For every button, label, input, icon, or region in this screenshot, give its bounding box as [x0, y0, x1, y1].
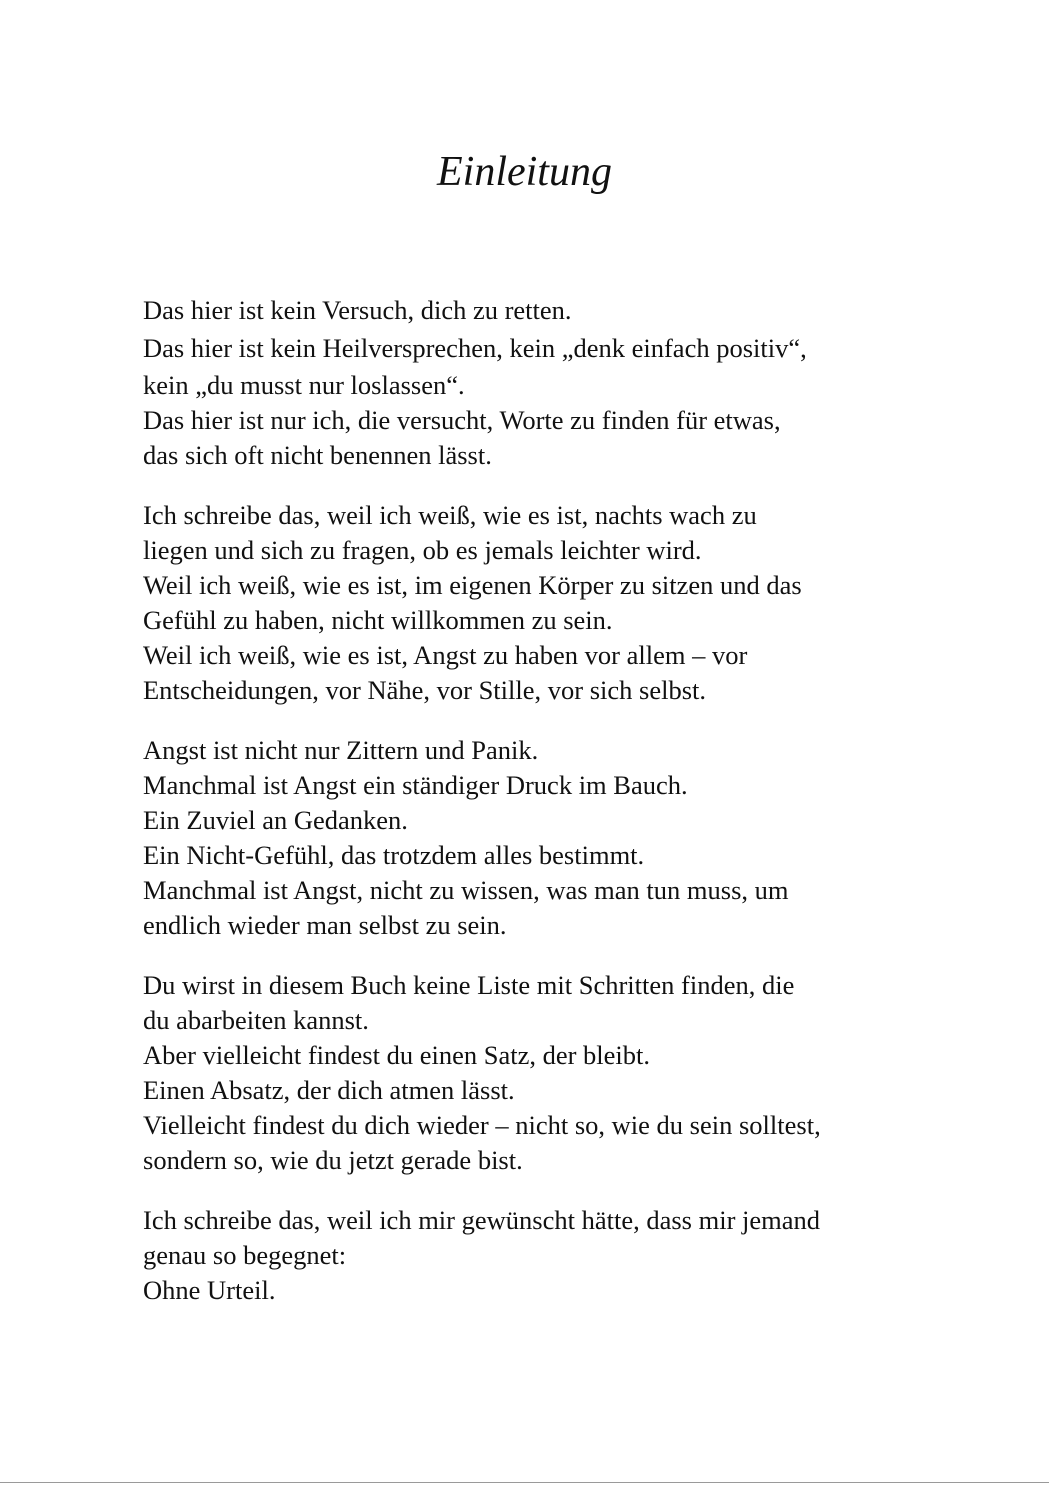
paragraph-5 — [143, 1203, 943, 1308]
text-line: Das hier ist kein Heilversprechen, kein „denk einfach positiv“, — [143, 333, 807, 363]
text-line: endlich wieder man selbst zu sein. — [143, 910, 507, 940]
paragraph-3 — [143, 733, 943, 943]
text-line: Manchmal ist Angst ein ständiger Druck im Bauch. — [143, 770, 688, 800]
text-line: sondern so, wie du jetzt gerade bist. — [143, 1145, 523, 1175]
text-line: Vielleicht findest du dich wieder – nicht so, wie du sein solltest, — [143, 1110, 821, 1140]
paragraph-2 — [143, 498, 943, 708]
text-line: Weil ich weiß, wie es ist, im eigenen Körper zu sitzen und das — [143, 570, 802, 600]
text-line: Entscheidungen, vor Nähe, vor Stille, vor sich selbst. — [143, 675, 707, 705]
text-line: Ein Zuviel an Gedanken. — [143, 805, 408, 835]
text-line: Das hier ist kein Versuch, dich zu retten. — [143, 295, 572, 325]
text-line: Ich schreibe das, weil ich mir gewünscht hätte, dass mir jemand — [143, 1205, 821, 1235]
text-line: liegen und sich zu fragen, ob es jemals leichter wird. — [143, 535, 702, 565]
text-line: Einen Absatz, der dich atmen lässt. — [143, 1075, 515, 1105]
text-line: Gefühl zu haben, nicht willkommen zu sein. — [143, 605, 613, 635]
text-line: Weil ich weiß, wie es ist, Angst zu haben vor allem – vor — [143, 640, 748, 670]
text-line: Aber vielleicht findest du einen Satz, der bleibt. — [143, 1040, 651, 1070]
text-line: Ein Nicht-Gefühl, das trotzdem alles bestimmt. — [143, 840, 645, 870]
text-line: Das hier ist nur ich, die versucht, Worte zu finden für etwas, — [143, 405, 781, 435]
text-line: genau so begegnet: — [143, 1240, 347, 1270]
chapter-title: Einleitung — [437, 149, 612, 195]
text-line: Du wirst in diesem Buch keine Liste mit Schritten finden, die — [143, 970, 795, 1000]
paragraph-4 — [143, 968, 943, 1178]
text-line: Manchmal ist Angst, nicht zu wissen, was man tun muss, um — [143, 875, 789, 905]
text-line: Angst ist nicht nur Zittern und Panik. — [143, 735, 539, 765]
text-line: Ich schreibe das, weil ich weiß, wie es ist, nachts wach zu — [143, 500, 757, 530]
text-line: Ohne Urteil. — [143, 1275, 276, 1305]
paragraph-1 — [143, 293, 943, 473]
chapter-body — [143, 293, 943, 1333]
text-line: das sich oft nicht benennen lässt. — [143, 440, 492, 470]
text-line: du abarbeiten kannst. — [143, 1005, 369, 1035]
text-line: kein „du musst nur loslassen“. — [143, 370, 465, 400]
